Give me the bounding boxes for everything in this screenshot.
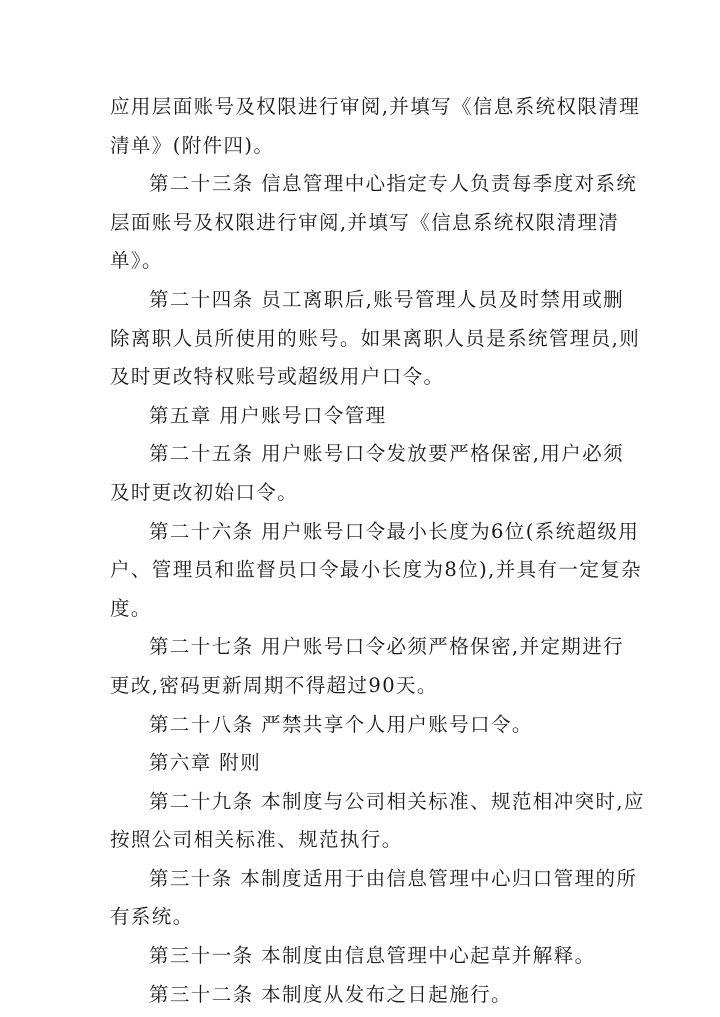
text-line: 第二十六条 用户账号口令最小长度为6位(系统超级用 xyxy=(149,519,640,543)
text-line: 除离职人员所使用的账号。如果离职人员是系统管理员,则 xyxy=(110,326,641,350)
text-line: 第二十五条 用户账号口令发放要严格保密,用户必须 xyxy=(149,442,624,466)
text-line: 度。 xyxy=(110,596,152,620)
text-line: 及时更改特权账号或超级用户口令。 xyxy=(110,365,445,389)
text-line: 第三十条 本制度适用于由信息管理中心归口管理的所 xyxy=(149,866,638,890)
text-line: 按照公司相关标准、规范执行。 xyxy=(110,828,403,852)
text-line: 单》。 xyxy=(110,249,163,273)
text-line: 清单》(附件四)。 xyxy=(110,133,275,157)
text-line: 更改,密码更新周期不得超过90天。 xyxy=(110,673,438,697)
text-line: 第二十九条 本制度与公司相关标准、规范相冲突时,应 xyxy=(149,789,645,813)
text-line: 第二十八条 严禁共享个人用户账号口令。 xyxy=(149,712,533,736)
text-line: 第五章 用户账号口令管理 xyxy=(149,403,387,427)
text-line: 户、管理员和监督员口令最小长度为8位),并具有一定复杂 xyxy=(110,558,643,582)
text-line: 层面账号及权限进行审阅,并填写《信息系统权限清理清 xyxy=(110,210,620,234)
text-line: 第三十二条 本制度从发布之日起施行。 xyxy=(149,982,512,1006)
text-line: 应用层面账号及权限进行审阅,并填写《信息系统权限清理 xyxy=(110,95,641,118)
text-line: 有系统。 xyxy=(110,905,194,929)
document-body xyxy=(110,88,645,1014)
text-line: 第二十四条 员工离职后,账号管理人员及时禁用或删 xyxy=(149,287,624,311)
text-line: 第二十三条 信息管理中心指定专人负责每季度对系统 xyxy=(149,172,638,196)
text-line: 第二十七条 用户账号口令必须严格保密,并定期进行 xyxy=(149,635,624,659)
text-line: 及时更改初始口令。 xyxy=(110,480,299,504)
text-line: 第三十一条 本制度由信息管理中心起草并解释。 xyxy=(149,944,596,968)
text-line: 第六章 附则 xyxy=(149,751,262,775)
